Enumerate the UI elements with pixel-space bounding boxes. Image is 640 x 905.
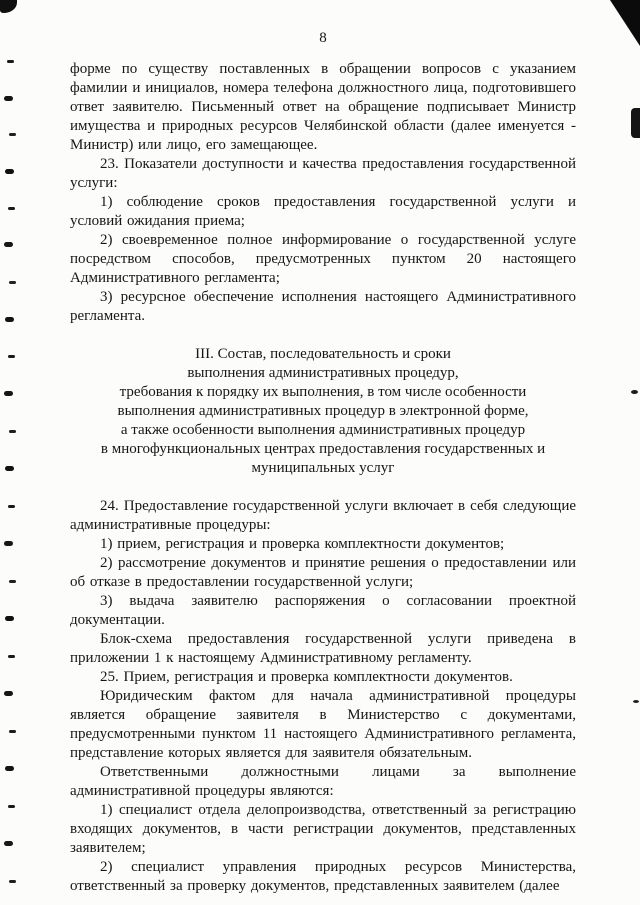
paragraph-block-scheme: Блок-схема предоставления государственной услуги приведена в приложении 1 к настоящему Административному регламенту. <box>70 631 576 666</box>
list-item-specialist-1: 1) специалист отдела делопроизводства, ответственный за регистрацию входящих документов, в части регистрации документов, представленных заявителем; <box>70 802 576 856</box>
paragraph-point-25: 25. Прием, регистрация и проверка комплектности документов. <box>100 669 513 685</box>
paragraph-point-23: 23. Показатели доступности и качества предоставления государственной услуги: <box>70 156 576 191</box>
list-item-23-1: 1) соблюдение сроков предоставления государственной услуги и условий ожидания приема; <box>70 194 576 229</box>
list-item-24-3: 3) выдача заявителю распоряжения о согласовании проектной документации. <box>70 593 576 628</box>
list-item-specialist-2: 2) специалист управления природных ресурсов Министерства, ответственный за проверку документов, представленных заявителем (далее <box>70 859 576 894</box>
section-heading <box>70 345 576 478</box>
scan-artifact-right-streak <box>631 108 640 138</box>
scan-artifact-speck <box>631 390 638 394</box>
list-item-24-1: 1) прием, регистрация и проверка комплектности документов; <box>100 536 505 552</box>
section-heading-line: требования к порядку их выполнения, в том числе особенности <box>119 384 527 400</box>
paragraph-point-24: 24. Предоставление государственной услуги включает в себя следующие административные процедуры: <box>70 498 576 533</box>
paragraph-continuation: форме по существу поставленных в обращении вопросов с указанием фамилии и инициалов, номера телефона должностного лица, подготовившего ответ заявителю. Письменный ответ на обращение подписывает Министр имущества и природных ресурсов Челябинской области (далее именуется - Министр) или лицо, его замещающее. <box>70 61 576 153</box>
section-heading-line: выполнения административных процедур, <box>187 365 459 381</box>
paragraph-legal-fact: Юридическим фактом для начала административной процедуры является обращение заявителя в Министерство с документами, предусмотренными пунктом 11 настоящего Административного регламента, представление которых является для заявителя обязательным. <box>70 688 576 761</box>
section-heading-line: муниципальных услуг <box>251 460 395 476</box>
scan-artifact-left-edge-specks <box>0 0 7 3</box>
text-column <box>70 30 576 896</box>
page-number: 8 <box>319 30 327 46</box>
section-heading-line: в многофункциональных центрах предоставления государственных и <box>100 441 546 457</box>
scan-artifact-corner-top-right <box>610 0 640 46</box>
section-heading-line: III. Состав, последовательность и сроки <box>195 346 451 362</box>
list-item-24-2: 2) рассмотрение документов и принятие решения о предоставлении или об отказе в предоставлении государственной услуги; <box>70 555 576 590</box>
paragraph-responsible-officials: Ответственными должностными лицами за выполнение административной процедуры являются: <box>70 764 576 799</box>
section-heading-line: выполнения административных процедур в электронной форме, <box>117 403 529 419</box>
list-item-23-2: 2) своевременное полное информирование о государственной услуге посредством способов, предусмотренных пунктом 20 настоящего Административного регламента; <box>70 232 576 286</box>
list-item-23-3: 3) ресурсное обеспечение исполнения настоящего Административного регламента. <box>70 289 576 324</box>
scan-artifact-speck <box>633 700 639 703</box>
section-heading-line: а также особенности выполнения административных процедур <box>120 422 526 438</box>
